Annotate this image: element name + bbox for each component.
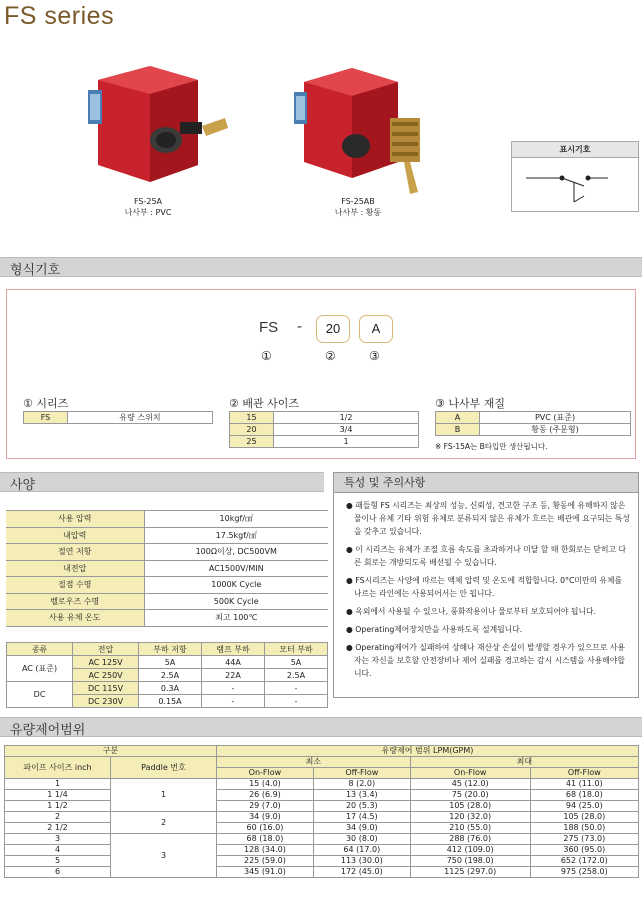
- table-cell: 64 (17.0): [313, 845, 410, 856]
- spec-value: 1000K Cycle: [144, 577, 328, 594]
- table-cell: 5A: [264, 656, 327, 669]
- table-cell: 유량 스위치: [68, 412, 213, 424]
- table-row: [5, 790, 639, 801]
- series-header: ① 시리즈: [23, 397, 69, 410]
- table-cell: 30 (8.0): [313, 834, 410, 845]
- table-cell: 188 (50.0): [530, 823, 638, 834]
- table-header-row: [5, 757, 639, 768]
- page-title: FS series: [4, 2, 115, 30]
- switch-symbol-icon: [512, 158, 638, 212]
- table-header-row: [7, 643, 328, 656]
- flow-range-table: [4, 745, 639, 878]
- type-cell: AC (표준): [7, 656, 73, 682]
- pipe-size-header: ② 배관 사이즈: [229, 397, 299, 410]
- table-row: [5, 834, 639, 845]
- table-cell: DC 230V: [73, 695, 139, 708]
- table-row: [230, 412, 419, 424]
- column-header: 유량제어 범위 LPM(GPM): [217, 746, 639, 757]
- table-row: [436, 424, 631, 436]
- caution-item: ● Operating제어장치만을 사용하도록 설계됩니다.: [346, 625, 523, 634]
- table-cell: 128 (34.0): [217, 845, 314, 856]
- spec-value: AC1500V/MIN: [144, 560, 328, 577]
- product-fs25a-caption: [88, 196, 208, 218]
- table-cell: 34 (9.0): [313, 823, 410, 834]
- table-cell: -: [201, 682, 264, 695]
- table-cell: 0.3A: [138, 682, 201, 695]
- table-cell: 94 (25.0): [530, 801, 638, 812]
- table-cell: 210 (55.0): [410, 823, 530, 834]
- table-cell: 45 (12.0): [410, 779, 530, 790]
- marker-2: ②: [325, 349, 336, 363]
- table-cell: 1 1/2: [5, 801, 111, 812]
- table-row: [5, 845, 639, 856]
- table-cell: 1125 (297.0): [410, 867, 530, 878]
- spec-label: 접점 수명: [6, 577, 144, 594]
- table-cell: -: [264, 695, 327, 708]
- caution-list: [334, 493, 638, 680]
- table-cell: 15 (4.0): [217, 779, 314, 790]
- table-cell: 17 (4.5): [313, 812, 410, 823]
- table-row: [7, 682, 328, 695]
- table-row: [6, 544, 328, 561]
- column-header: On-Flow: [410, 768, 530, 779]
- section-title: 유량제어범위: [10, 723, 86, 738]
- symbol-header: 표시기호: [512, 142, 638, 158]
- table-cell: 105 (28.0): [530, 812, 638, 823]
- table-cell: 2: [5, 812, 111, 823]
- column-header: On-Flow: [217, 768, 314, 779]
- table-cell: 4: [5, 845, 111, 856]
- table-cell: PVC (표준): [480, 412, 631, 424]
- spec-label: 사용 유체 온도: [6, 610, 144, 627]
- table-row: [6, 610, 328, 627]
- table-cell: 20: [230, 424, 274, 436]
- table-cell: 2.5A: [264, 669, 327, 682]
- table-cell: 1: [274, 436, 419, 448]
- pipe-size-table: [229, 411, 419, 448]
- table-cell: 750 (198.0): [410, 856, 530, 867]
- series-table: [23, 411, 213, 424]
- table-cell: 113 (30.0): [313, 856, 410, 867]
- table-cell: 5A: [138, 656, 201, 669]
- section-spec-bar: [0, 472, 324, 492]
- table-cell: 68 (18.0): [217, 834, 314, 845]
- caution-item: ● 이 시리즈는 유체가 조절 흐름 속도를 초과하거나 미달 할 때 한회로는 닫히고 다른 회로는 개방되도록 배선될 수 있습니다.: [346, 545, 627, 567]
- table-cell: 68 (18.0): [530, 790, 638, 801]
- code-dash: -: [297, 318, 302, 335]
- table-cell: 8 (2.0): [313, 779, 410, 790]
- table-row: [5, 812, 639, 823]
- table-cell: B: [436, 424, 480, 436]
- voltage-table: [6, 642, 328, 708]
- paddle-cell: 2: [111, 812, 217, 834]
- table-cell: 225 (59.0): [217, 856, 314, 867]
- table-row: [6, 511, 328, 528]
- spec-value: 최고 100℃: [144, 610, 328, 627]
- table-row: [436, 412, 631, 424]
- paddle-cell: 1: [111, 779, 217, 812]
- table-cell: 975 (258.0): [530, 867, 638, 878]
- table-row: [24, 412, 213, 424]
- section-title: 형식기호: [10, 263, 61, 278]
- table-cell: 2 1/2: [5, 823, 111, 834]
- table-cell: 172 (45.0): [313, 867, 410, 878]
- table-row: [230, 436, 419, 448]
- spec-value: 500K Cycle: [144, 593, 328, 610]
- product-thread: 나사부 : PVC: [124, 208, 172, 217]
- spec-value: 10kgf/㎠: [144, 511, 328, 528]
- spec-label: 내전압: [6, 560, 144, 577]
- marker-3: ③: [369, 349, 380, 363]
- table-cell: 2.5A: [138, 669, 201, 682]
- table-row: [6, 577, 328, 594]
- table-cell: 6: [5, 867, 111, 878]
- caution-header: 특성 및 주의사항: [334, 473, 638, 493]
- table-row: [5, 856, 639, 867]
- product-fs25a-image: [80, 60, 230, 195]
- table-cell: 288 (76.0): [410, 834, 530, 845]
- table-cell: AC 125V: [73, 656, 139, 669]
- column-header: 램프 부하: [201, 643, 264, 656]
- table-cell: 황동 (주문형): [480, 424, 631, 436]
- table-cell: 1 1/4: [5, 790, 111, 801]
- table-cell: FS: [24, 412, 68, 424]
- section-title: 사양: [10, 478, 36, 493]
- column-header: 최대: [410, 757, 638, 768]
- section-model-code-bar: [0, 257, 642, 277]
- code-size-box: 20: [316, 315, 350, 343]
- thread-note: ※ FS-15A는 B타입만 생산됩니다.: [435, 442, 548, 451]
- table-header-row: [5, 746, 639, 757]
- table-row: [6, 593, 328, 610]
- section-flow-bar: [0, 717, 642, 737]
- caution-item: ● Operating제어가 실패하여 상해나 재산상 손실이 발생할 경우가 있으므로 사용자는 자신을 보호할 안전장비나 제어 실패를 경고하는 감시 시스템을 사용해야합니다.: [346, 643, 625, 678]
- table-cell: AC 250V: [73, 669, 139, 682]
- product-fs25ab-image: [290, 62, 440, 197]
- table-row: [6, 560, 328, 577]
- table-cell: 275 (73.0): [530, 834, 638, 845]
- table-cell: 13 (3.4): [313, 790, 410, 801]
- table-cell: 1/2: [274, 412, 419, 424]
- table-cell: 15: [230, 412, 274, 424]
- table-cell: 44A: [201, 656, 264, 669]
- table-row: [230, 424, 419, 436]
- spec-value: 17.5kgf/㎠: [144, 527, 328, 544]
- table-cell: 60 (16.0): [217, 823, 314, 834]
- table-cell: -: [264, 682, 327, 695]
- table-row: [7, 656, 328, 669]
- column-header: Off-Flow: [530, 768, 638, 779]
- model-code-box: [6, 289, 636, 459]
- spec-label: 사용 압력: [6, 511, 144, 528]
- thread-material-table: [435, 411, 631, 436]
- table-cell: 3: [5, 834, 111, 845]
- table-cell: -: [201, 695, 264, 708]
- table-cell: 3/4: [274, 424, 419, 436]
- table-cell: 41 (11.0): [530, 779, 638, 790]
- table-cell: 652 (172.0): [530, 856, 638, 867]
- column-header: Paddle 번호: [111, 757, 217, 779]
- table-row: [6, 527, 328, 544]
- column-header: 부하 저항: [138, 643, 201, 656]
- table-cell: 75 (20.0): [410, 790, 530, 801]
- product-thread: 나사부 : 황동: [334, 208, 382, 217]
- table-cell: 360 (95.0): [530, 845, 638, 856]
- table-cell: 5: [5, 856, 111, 867]
- table-cell: 29 (7.0): [217, 801, 314, 812]
- table-cell: 25: [230, 436, 274, 448]
- caution-item: ● 옥외에서 사용될 수 있으나, 풍화작용이나 물로부터 보호되어야 됩니다.: [346, 607, 597, 616]
- table-cell: 105 (28.0): [410, 801, 530, 812]
- product-model: FS-25A: [133, 197, 163, 206]
- column-header: 전압: [73, 643, 139, 656]
- code-prefix: FS: [259, 319, 279, 336]
- product-fs25ab-caption: [298, 196, 418, 218]
- type-cell: DC: [7, 682, 73, 708]
- table-row: [5, 823, 639, 834]
- table-cell: 0.15A: [138, 695, 201, 708]
- column-header: 최소: [217, 757, 411, 768]
- symbol-box: [511, 141, 639, 212]
- table-cell: 22A: [201, 669, 264, 682]
- table-cell: 34 (9.0): [217, 812, 314, 823]
- paddle-cell: 3: [111, 834, 217, 878]
- table-cell: 120 (32.0): [410, 812, 530, 823]
- code-material-box: A: [359, 315, 393, 343]
- table-cell: 1: [5, 779, 111, 790]
- spec-label: 벨로우즈 수명: [6, 593, 144, 610]
- table-cell: 412 (109.0): [410, 845, 530, 856]
- spec-label: 절연 저항: [6, 544, 144, 561]
- caution-item: ● 패들형 FS 시리즈는 최상의 성능, 신뢰성, 견고한 구조 등, 황동에 유해하지 않은 물이나 유체 기타 위험 유체로 분류되지 않은 유체가 흐르는 배관에 요구되는 특성을 갖추고 있습니다.: [346, 501, 630, 536]
- table-cell: 20 (5.3): [313, 801, 410, 812]
- spec-value: 100Ω이상, DC500VM: [144, 544, 328, 561]
- caution-item: ● FS시리즈는 사양에 따르는 액체 압력 및 온도에 적합합니다. 0°C미만의 유체를 나르는 라인에는 사용되어서는 안 됩니다.: [346, 576, 623, 598]
- spec-label: 내압력: [6, 527, 144, 544]
- caution-box: [333, 472, 639, 698]
- product-model: FS-25AB: [341, 197, 375, 206]
- spec-table: [6, 510, 328, 627]
- table-row: [5, 867, 639, 878]
- marker-1: ①: [261, 349, 272, 363]
- table-row: [5, 779, 639, 790]
- table-cell: A: [436, 412, 480, 424]
- table-cell: 26 (6.9): [217, 790, 314, 801]
- column-header: 종류: [7, 643, 73, 656]
- table-row: [5, 801, 639, 812]
- column-header: Off-Flow: [313, 768, 410, 779]
- column-header: 구분: [5, 746, 217, 757]
- table-cell: DC 115V: [73, 682, 139, 695]
- column-header: 모터 부하: [264, 643, 327, 656]
- table-cell: 345 (91.0): [217, 867, 314, 878]
- thread-material-header: ③ 나사부 재질: [435, 397, 505, 410]
- column-header: 파이프 사이즈 inch: [5, 757, 111, 779]
